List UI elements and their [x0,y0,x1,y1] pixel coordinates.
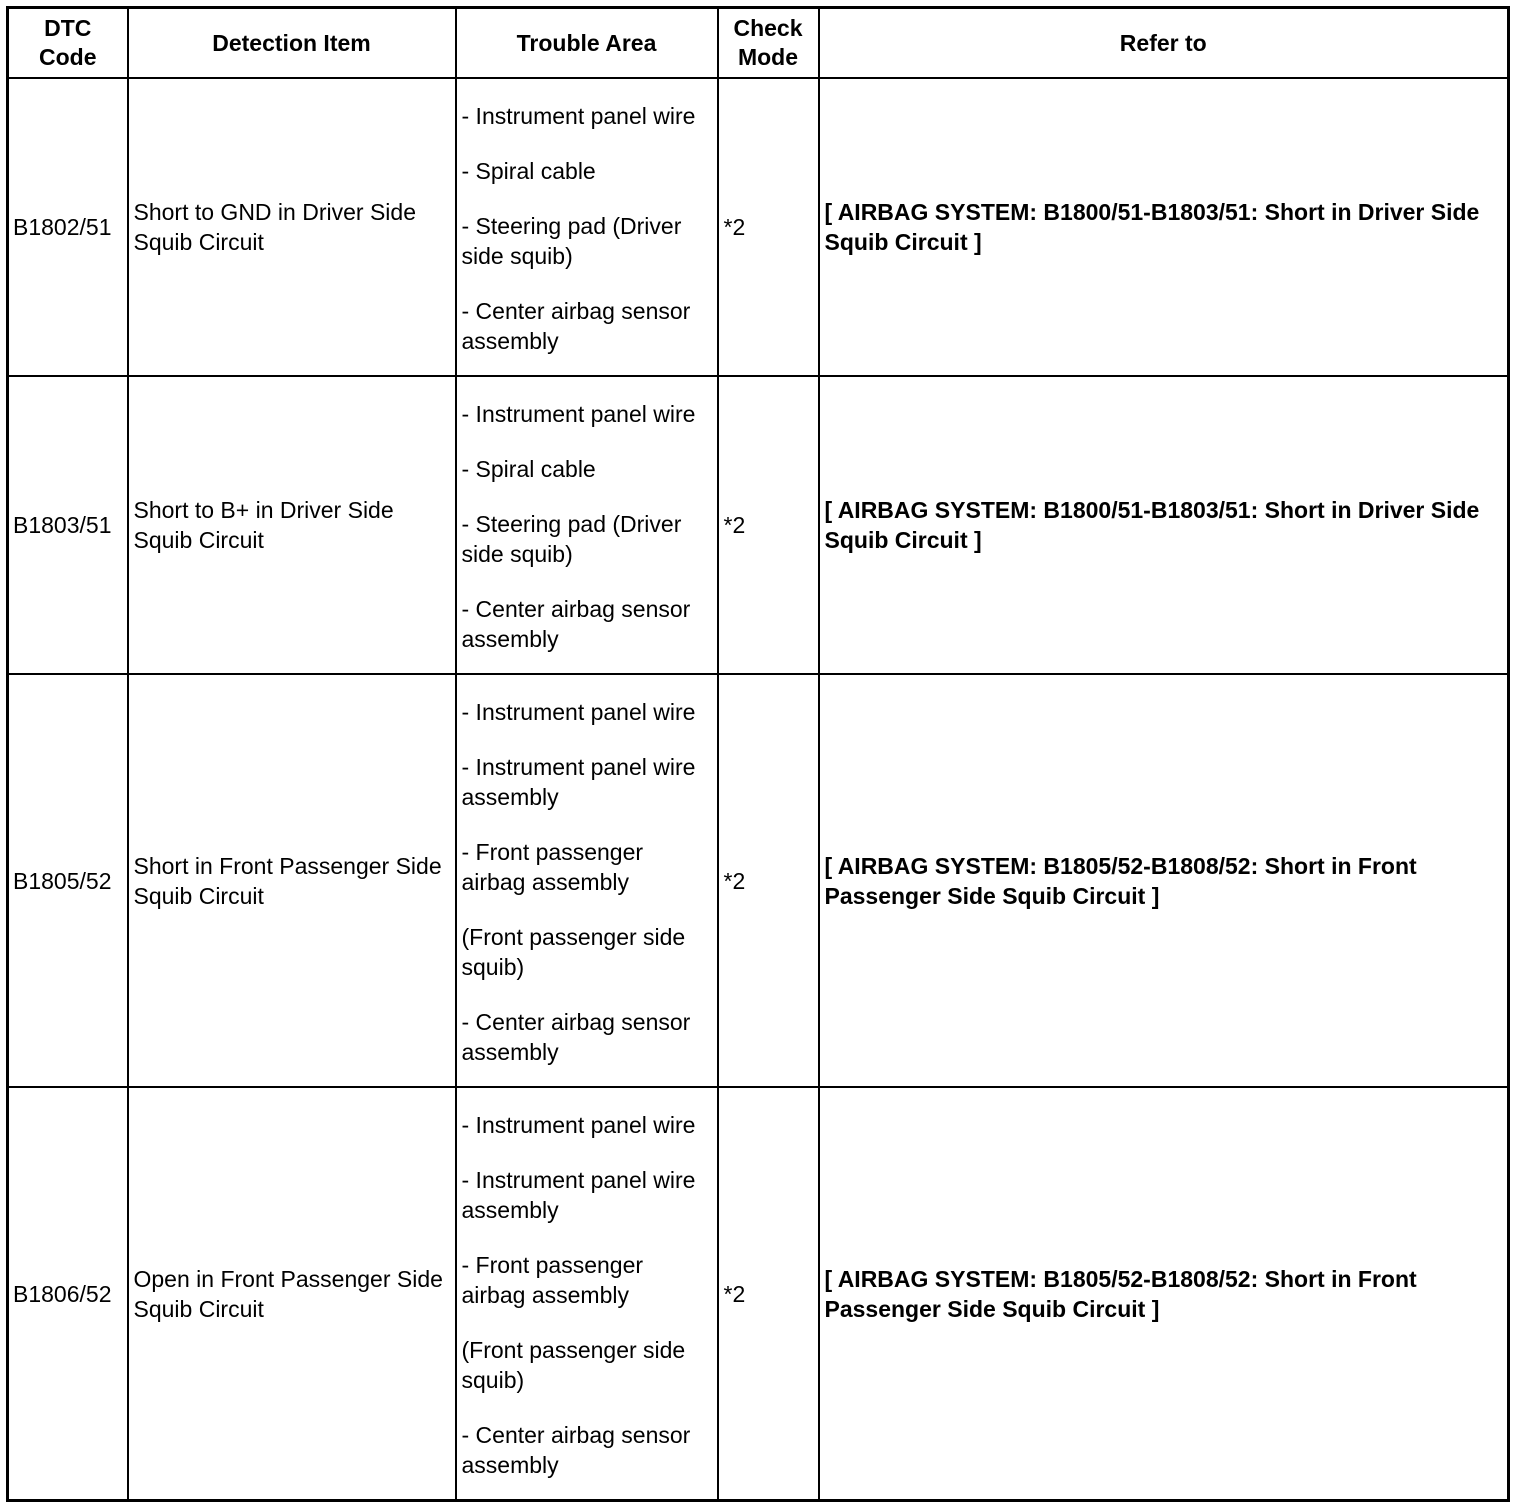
header-check-mode: Check Mode [718,8,819,79]
trouble-area-entry: - Front passenger airbag assembly [461,838,644,895]
trouble-area-entry: - Center airbag sensor assembly [461,595,691,652]
table-header-row [8,8,1509,79]
refer-to-link[interactable]: [ AIRBAG SYSTEM: B1800/51-B1803/51: Short in Driver Side Squib Circuit ] [819,376,1509,674]
trouble-area-entry: - Spiral cable [461,157,596,184]
trouble-area-entry: - Center airbag sensor assembly [461,1008,691,1065]
detection-item-cell: Open in Front Passenger Side Squib Circuit [128,1087,456,1501]
header-detection-item: Detection Item [128,8,456,79]
trouble-area-entry: - Steering pad (Driver side squib) [461,212,682,269]
table-row [8,674,1509,1087]
trouble-area-cell [456,376,718,674]
refer-to-link[interactable]: [ AIRBAG SYSTEM: B1805/52-B1808/52: Short in Front Passenger Side Squib Circuit ] [819,674,1509,1087]
detection-item-cell: Short in Front Passenger Side Squib Circuit [128,674,456,1087]
trouble-area-entry: - Spiral cable [461,455,596,482]
dtc-code-cell: B1806/52 [8,1087,128,1501]
dtc-table [6,6,1510,1502]
trouble-area-cell [456,674,718,1087]
detection-item-cell: Short to B+ in Driver Side Squib Circuit [128,376,456,674]
table-row [8,78,1509,376]
check-mode-cell: *2 [718,376,819,674]
trouble-area-entry: (Front passenger side squib) [461,923,686,980]
trouble-area-cell [456,1087,718,1501]
dtc-code-cell: B1802/51 [8,78,128,376]
refer-to-link[interactable]: [ AIRBAG SYSTEM: B1805/52-B1808/52: Short in Front Passenger Side Squib Circuit ] [819,1087,1509,1501]
header-refer-to: Refer to [819,8,1509,79]
trouble-area-cell [456,78,718,376]
trouble-area-entry: - Front passenger airbag assembly [461,1251,644,1308]
dtc-table-container [6,6,1507,1502]
header-trouble-area: Trouble Area [456,8,718,79]
check-mode-cell: *2 [718,1087,819,1501]
header-dtc-code: DTC Code [8,8,128,79]
check-mode-cell: *2 [718,674,819,1087]
dtc-code-cell: B1805/52 [8,674,128,1087]
trouble-area-entry: - Instrument panel wire [461,400,696,427]
check-mode-cell: *2 [718,78,819,376]
refer-to-link[interactable]: [ AIRBAG SYSTEM: B1800/51-B1803/51: Short in Driver Side Squib Circuit ] [819,78,1509,376]
trouble-area-entry: - Center airbag sensor assembly [461,1421,691,1478]
trouble-area-entry: - Instrument panel wire assembly [461,1166,696,1223]
trouble-area-entry: - Instrument panel wire [461,102,696,129]
trouble-area-entry: - Instrument panel wire [461,698,696,725]
table-row [8,1087,1509,1501]
dtc-code-cell: B1803/51 [8,376,128,674]
trouble-area-entry: - Center airbag sensor assembly [461,297,691,354]
trouble-area-entry: - Instrument panel wire [461,1111,696,1138]
trouble-area-entry: - Steering pad (Driver side squib) [461,510,682,567]
detection-item-cell: Short to GND in Driver Side Squib Circuit [128,78,456,376]
table-row [8,376,1509,674]
trouble-area-entry: (Front passenger side squib) [461,1336,686,1393]
trouble-area-entry: - Instrument panel wire assembly [461,753,696,810]
